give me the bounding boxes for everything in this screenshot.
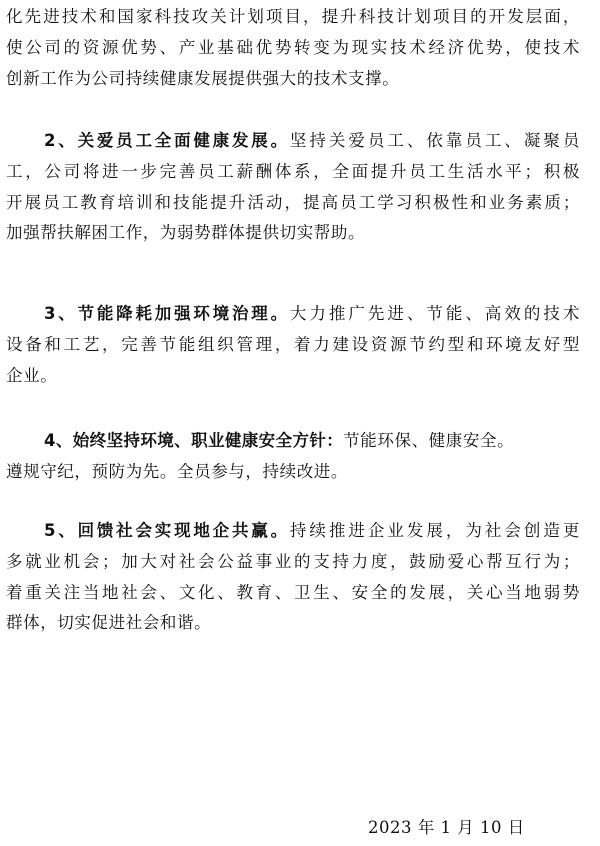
text-line: 设备和工艺，完善节能组织管理，着力建设资源节约型和环境友好型 (6, 334, 580, 354)
text-line: 创新工作为公司持续健康发展提供强大的技术支撑。 (6, 68, 400, 88)
document-date: 2023 年 1 月 10 日 (368, 818, 525, 837)
text-line: 多就业机会；加大对社会公益事业的支持力度，鼓励爱心帮互行为； (6, 551, 580, 571)
paragraph-heading: 4、始终坚持环境、职业健康安全方针： (44, 431, 344, 450)
text-line (6, 126, 580, 157)
text-line: 着重关注当地社会、文化、教育、卫生、安全的发展，关心当地弱势 (6, 582, 580, 602)
text-line: 工，公司将进一步完善员工薪酬体系，全面提升员工生活水平；积极 (6, 161, 580, 181)
text-line: 使公司的资源优势、产业基础优势转变为现实技术经济优势，使技术 (6, 37, 580, 57)
paragraph-heading: 5、回馈社会实现地企共赢。 (44, 521, 290, 540)
text-segment: 坚持关爱员工、依靠员工、凝聚员 (289, 131, 580, 150)
text-segment: 节能环保、健康安全。 (343, 431, 515, 450)
text-line: 群体，切实促进社会和谐。 (6, 613, 212, 633)
text-line (6, 299, 580, 330)
paragraph-employee-care (6, 126, 580, 249)
text-segment: 大力推广先进、节能、高效的技术 (289, 304, 580, 323)
paragraph-social-return (6, 516, 580, 639)
paragraph-tech-innovation (6, 2, 580, 94)
text-line: 加强帮扶解困工作，为弱势群体提供切实帮助。 (6, 223, 366, 243)
text-line: 化先进技术和国家科技攻关计划项目，提升科技计划项目的开发层面， (6, 7, 580, 26)
paragraph-energy-saving (6, 299, 580, 391)
text-line: 遵规守纪，预防为先。全员参与，持续改进。 (6, 461, 348, 481)
paragraph-safety-policy (6, 426, 580, 488)
text-segment: 持续推进企业发展，为社会创造更 (289, 521, 580, 540)
paragraph-heading: 2、关爱员工全面健康发展。 (44, 131, 290, 150)
text-line (6, 426, 580, 457)
text-line: 企业。 (6, 365, 58, 385)
text-line: 开展员工教育培训和技能提升活动，提高员工学习积极性和业务素质； (6, 192, 580, 212)
text-line (6, 516, 580, 547)
paragraph-heading: 3、节能降耗加强环境治理。 (44, 304, 290, 323)
